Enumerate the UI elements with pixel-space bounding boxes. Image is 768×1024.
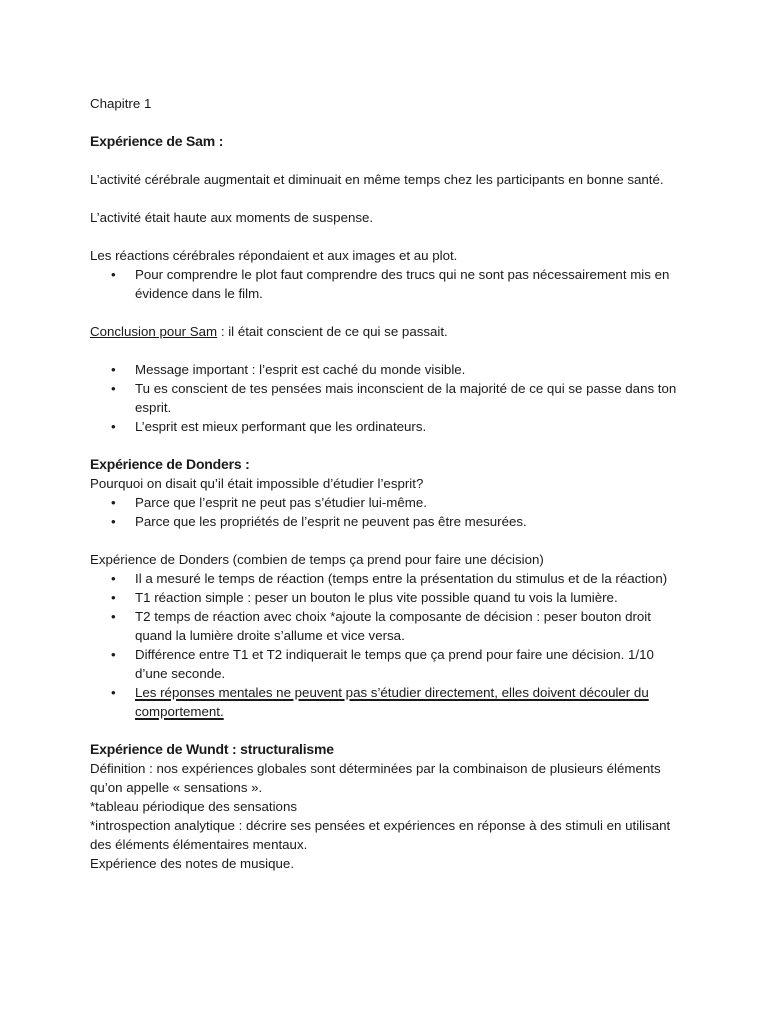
document-page: [90, 94, 680, 873]
wundt-line: *tableau périodique des sensations: [90, 799, 297, 814]
sam-bullet-list-1: [90, 265, 680, 303]
list-item: • Différence entre T1 et T2 indiquerait le temps que ça prend pour faire une décision. 1/10 d’une seconde.: [135, 645, 680, 683]
wundt-line: Expérience des notes de musique.: [90, 856, 295, 871]
conclusion-label: Conclusion pour Sam: [90, 324, 218, 339]
donders-heading: Expérience de Donders :: [90, 456, 250, 472]
list-item: • Parce que les propriétés de l’esprit ne peuvent pas être mesurées.: [135, 512, 680, 531]
list-item: • Il a mesuré le temps de réaction (temps entre la présentation du stimulus et de la réaction): [135, 569, 680, 588]
list-item: • Message important : l’esprit est caché du monde visible.: [135, 360, 680, 379]
list-item: • T2 temps de réaction avec choix *ajoute la composante de décision : peser bouton droit quand la lumière droite s’allume et vice versa.: [135, 607, 680, 645]
sam-paragraph-2: L’activité était haute aux moments de suspense.: [90, 210, 374, 225]
chapter-title: Chapitre 1: [90, 96, 152, 111]
sam-bullet-list-2: [90, 360, 680, 436]
list-item: • T1 réaction simple : peser un bouton le plus vite possible quand tu vois la lumière.: [135, 588, 680, 607]
conclusion-text: : il était conscient de ce qui se passait.: [217, 324, 448, 339]
list-item: • L’esprit est mieux performant que les ordinateurs.: [135, 417, 680, 436]
donders-intro: Expérience de Donders (combien de temps ça prend pour faire une décision): [90, 552, 544, 567]
list-item: • Tu es conscient de tes pensées mais inconscient de la majorité de ce qui se passe dans ton esprit.: [135, 379, 680, 417]
donders-question: Pourquoi on disait qu’il était impossible d’étudier l’esprit?: [90, 476, 424, 491]
sam-heading: Expérience de Sam :: [90, 133, 224, 149]
list-item: • Parce que l’esprit ne peut pas s’étudier lui-même.: [135, 493, 680, 512]
list-item: • Pour comprendre le plot faut comprendre des trucs qui ne sont pas nécessairement mis en évidence dans le film.: [135, 265, 680, 303]
sam-conclusion: [90, 322, 680, 341]
sam-paragraph-1: L’activité cérébrale augmentait et diminuait en même temps chez les participants en bonne santé.: [90, 172, 664, 187]
wundt-heading: Expérience de Wundt : structuralisme: [90, 741, 334, 757]
wundt-line: Définition : nos expériences globales sont déterminées par la combinaison de plusieurs éléments qu’on appelle « sensations ».: [90, 761, 661, 795]
donders-bullet-list-2: [90, 569, 680, 721]
list-item-underlined: • Les réponses mentales ne peuvent pas s’étudier directement, elles doivent découler du comportement.: [135, 683, 680, 721]
donders-bullet-list-1: [90, 493, 680, 531]
wundt-line: *introspection analytique : décrire ses pensées et expériences en réponse à des stimuli en utilisant des éléments élémentaires mentaux.: [90, 818, 671, 852]
sam-paragraph-3: Les réactions cérébrales répondaient et aux images et au plot.: [90, 248, 458, 263]
